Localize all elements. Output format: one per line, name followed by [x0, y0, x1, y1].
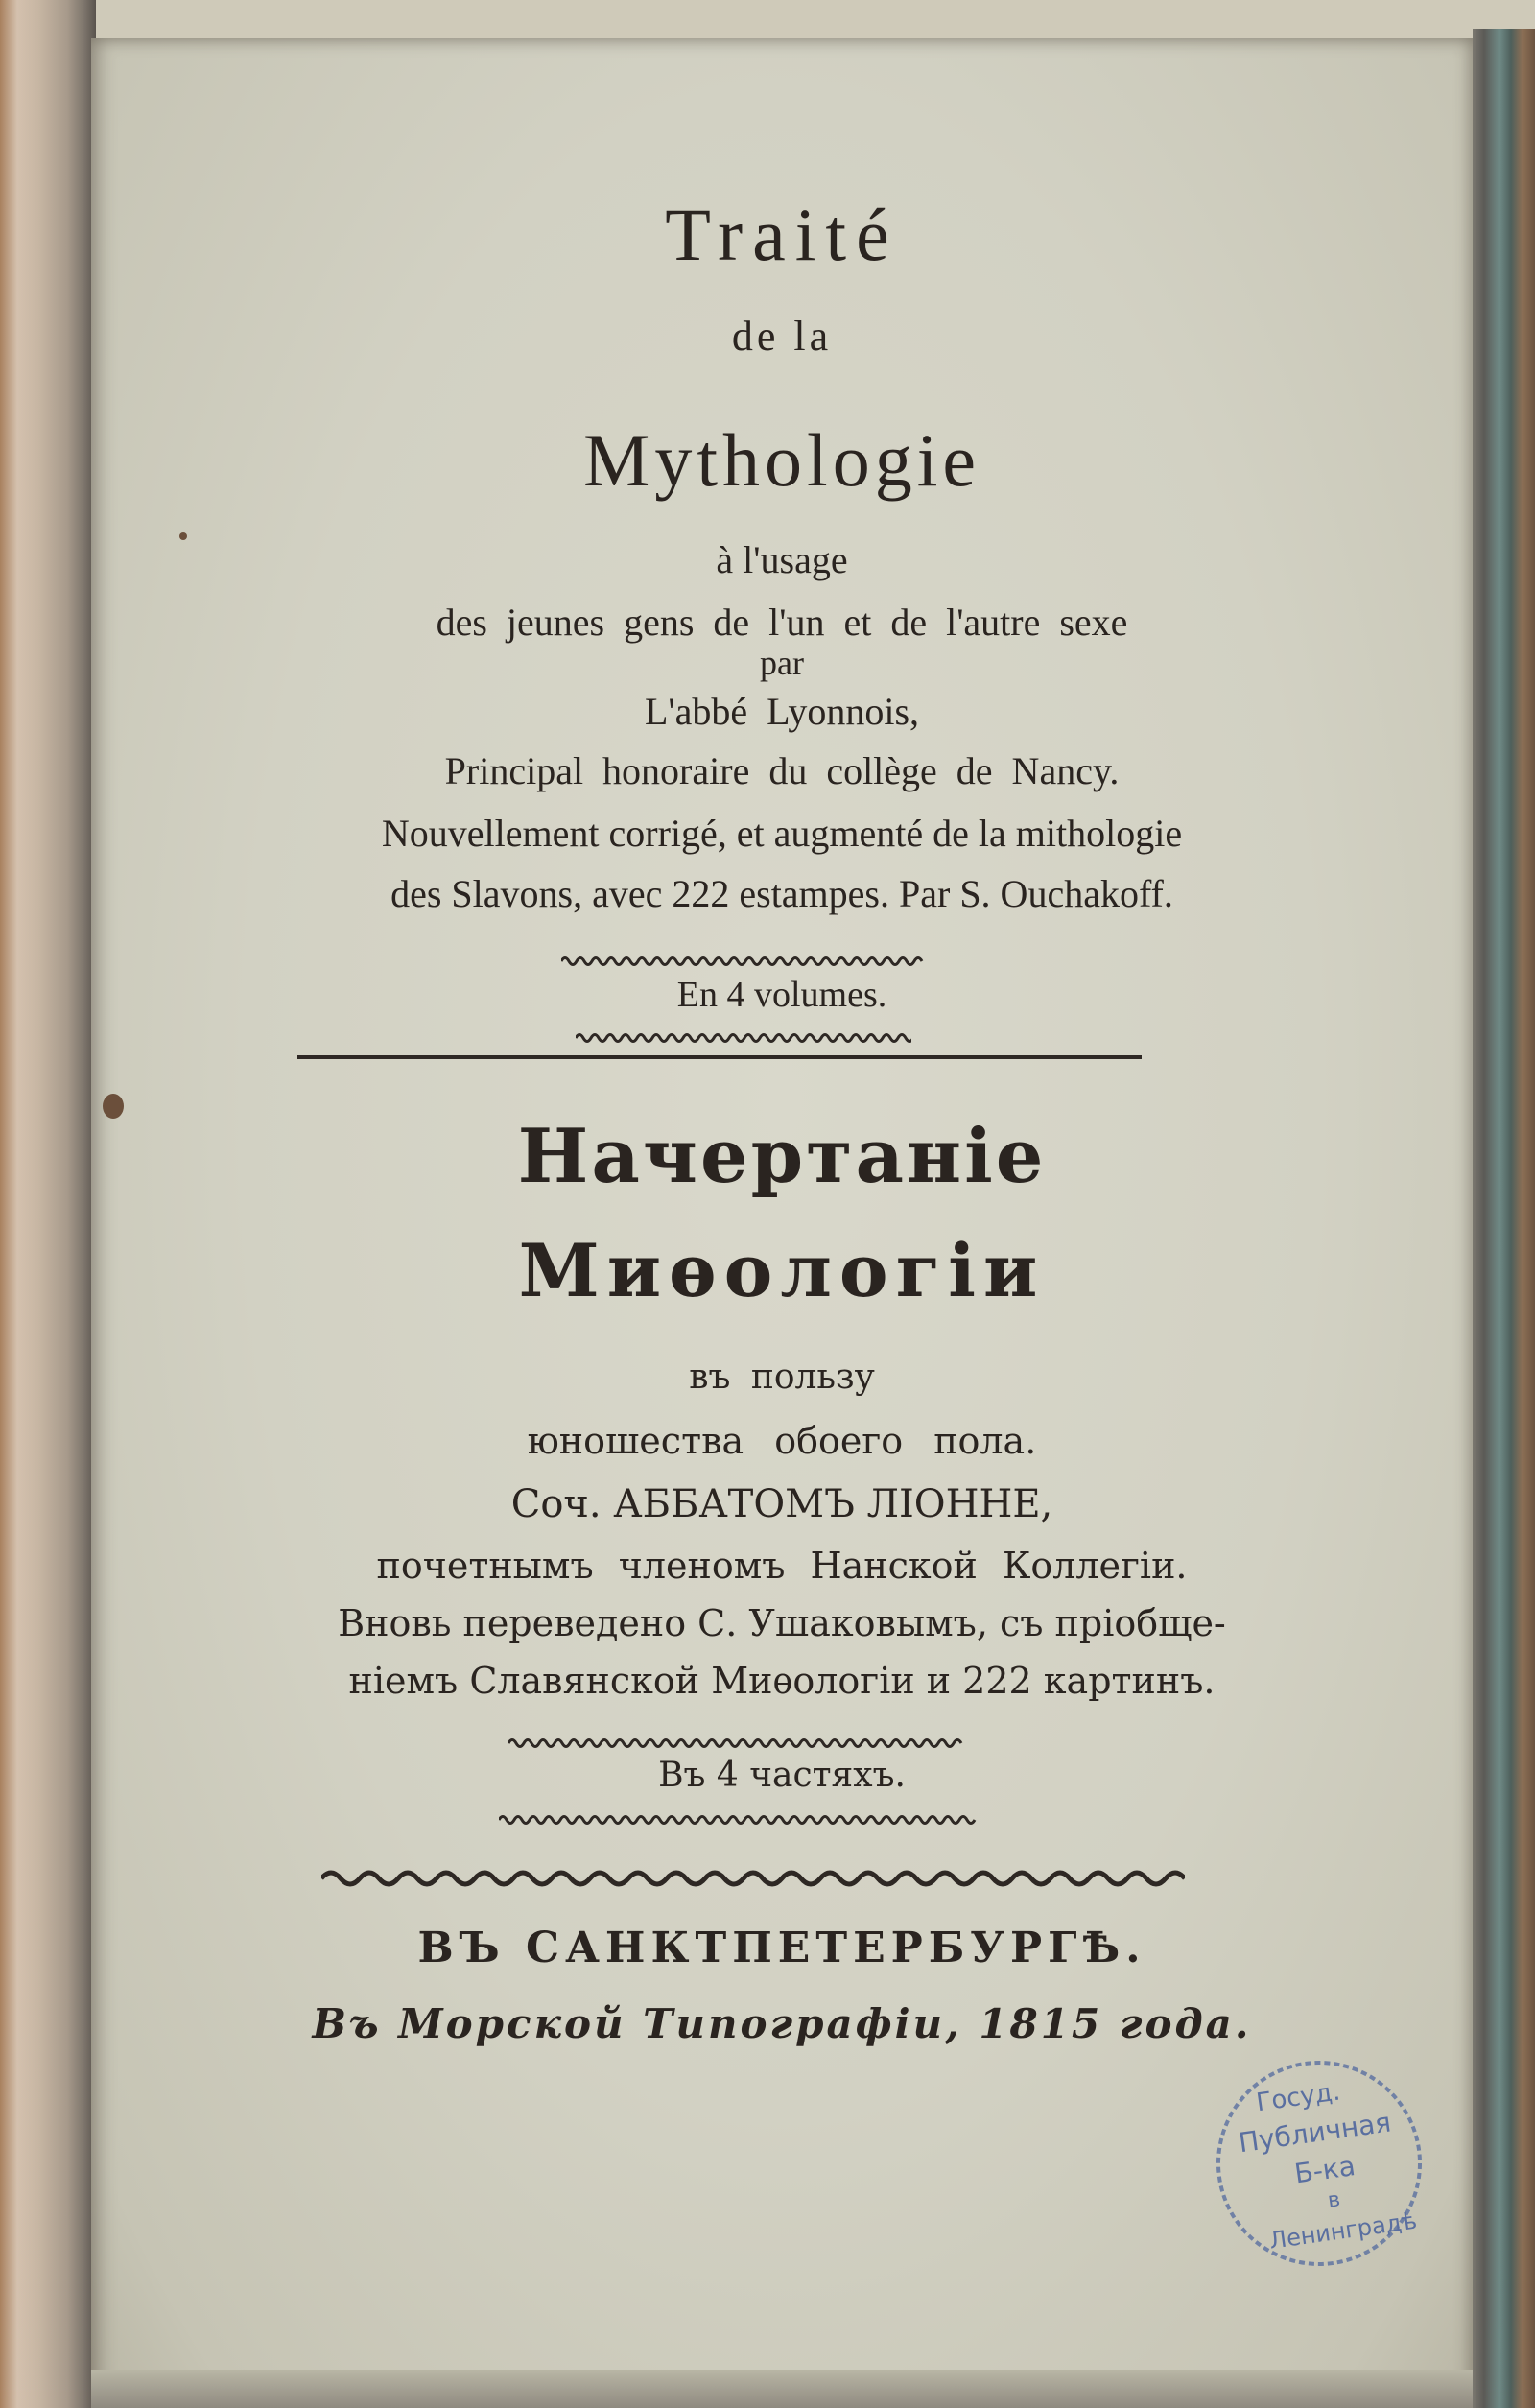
russian-audience: юношества обоего пола.	[527, 1420, 1037, 1462]
french-author-title: Principal honoraire du collège de Nancy.	[444, 749, 1120, 792]
stamp-line-1: Госуд.	[1254, 2077, 1342, 2118]
ornament-wave	[499, 1813, 979, 1827]
title-page	[91, 38, 1473, 2403]
russian-usage: въ пользу	[689, 1357, 875, 1397]
paper-speck	[179, 532, 187, 540]
book-edge-right	[1473, 29, 1535, 2408]
french-par: par	[760, 644, 804, 682]
stamp-line-3: Б-ка	[1292, 2149, 1358, 2190]
french-volumes: En 4 volumes.	[676, 975, 887, 1015]
french-edition-line2: des Slavons, avec 222 estampes. Par S. Ouchakoff.	[390, 872, 1173, 915]
french-de-la: de la	[731, 313, 833, 360]
section-divider	[297, 1055, 1142, 1059]
french-author: L'abbé Lyonnois,	[644, 690, 920, 733]
french-usage: à l'usage	[716, 538, 848, 581]
russian-title: Начертаніе	[517, 1113, 1047, 1200]
book-binding-left	[0, 0, 96, 2408]
russian-volumes: Въ 4 частяхъ.	[658, 1756, 906, 1795]
stamp-line-2: Публичная	[1237, 2106, 1393, 2160]
imprint-press: Въ Морской Типографіи, 1815 года.	[312, 2000, 1252, 2047]
ornament-wave-large	[321, 1869, 1185, 1888]
ornament-wave	[561, 955, 926, 968]
russian-subject: Миѳологіи	[518, 1228, 1046, 1313]
paper-stain	[103, 1094, 124, 1119]
french-title: Traité	[665, 193, 899, 276]
stamp-line-4: в	[1326, 2187, 1342, 2213]
french-subject: Mythologie	[583, 418, 980, 502]
library-stamp	[1194, 2053, 1444, 2274]
page-bottom-edge	[91, 2370, 1473, 2408]
russian-edition-line2: ніемъ Славянской Миѳологіи и 222 картинъ.	[348, 1660, 1216, 1702]
russian-edition-line1: Вновь переведено С. Ушаковымъ, съ пріобще-	[338, 1602, 1226, 1644]
french-audience: des jeunes gens de l'un et de l'autre sexe	[436, 601, 1128, 644]
russian-author: Соч. АББАТОМЪ ЛІОННЕ,	[510, 1482, 1053, 1526]
stamp-line-5: Ленинградѣ	[1267, 2207, 1419, 2255]
russian-author-title: почетнымъ членомъ Нанской Коллегіи.	[376, 1545, 1188, 1587]
ornament-wave	[576, 1031, 911, 1045]
french-edition-line1: Nouvellement corrigé, et augmenté de la mithologie	[381, 812, 1183, 855]
ornament-wave	[508, 1736, 969, 1750]
imprint-city: ВЪ САНКТПЕТЕРБУРГѢ.	[417, 1924, 1146, 1972]
